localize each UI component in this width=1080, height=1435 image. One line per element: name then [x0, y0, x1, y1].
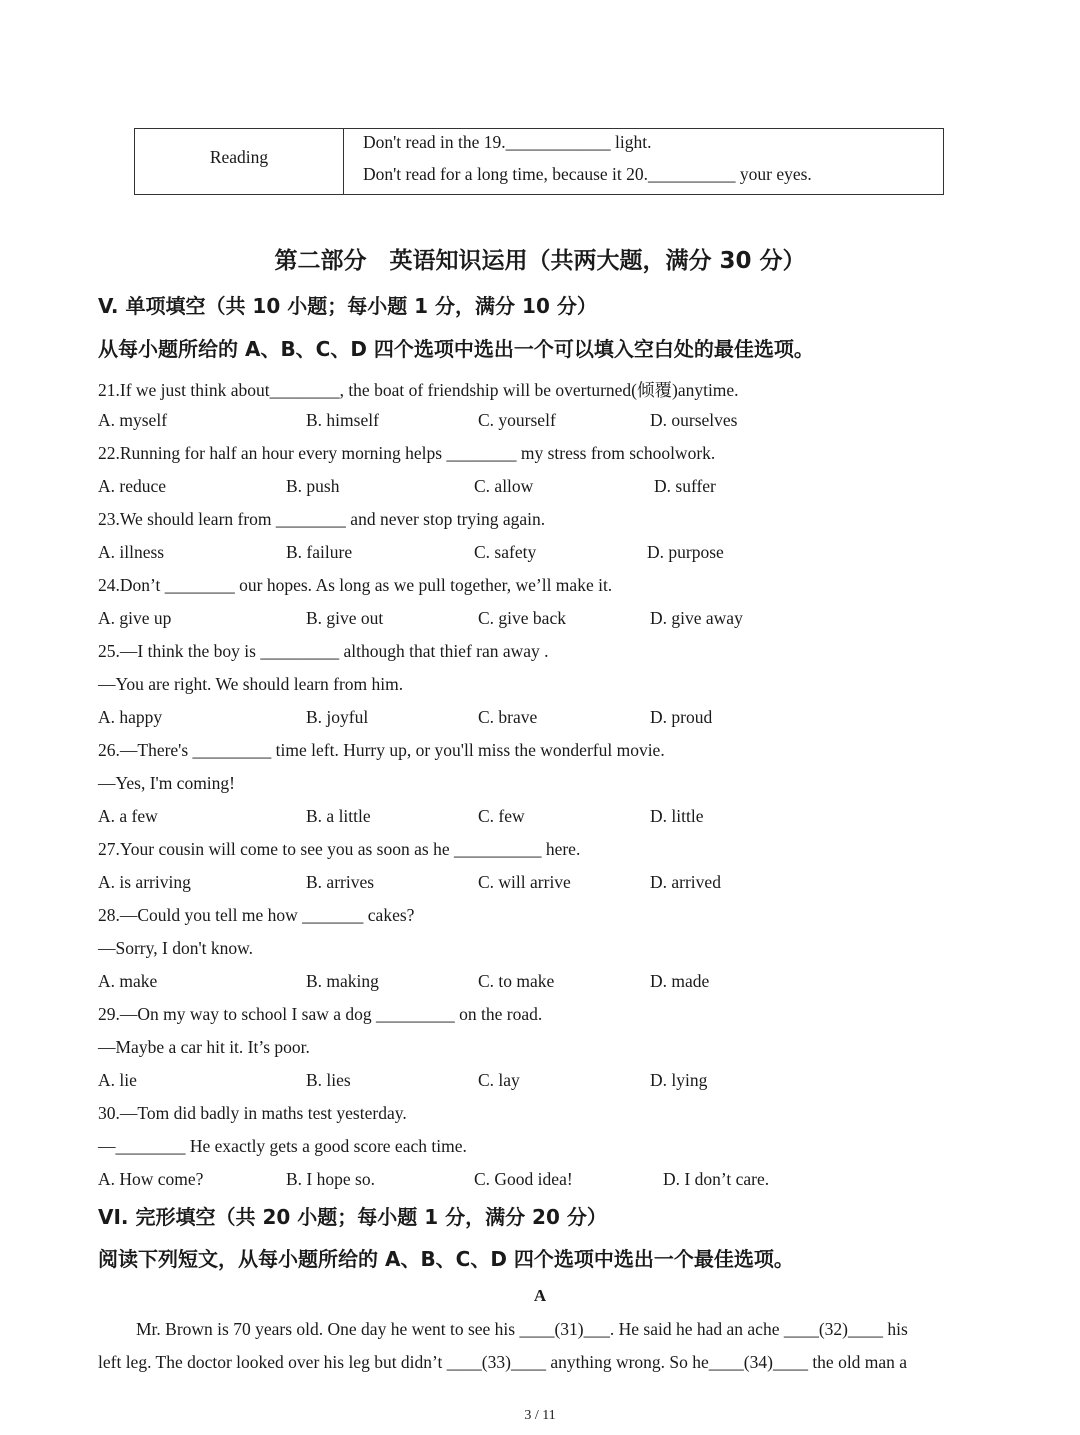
option-a: A. is arriving — [98, 872, 191, 892]
question-dialogue-line: —Sorry, I don't know. — [98, 938, 253, 958]
question-stem: 21.If we just think about________, the boat of friendship will be overturned(倾覆)anytime. — [98, 380, 739, 400]
question-dialogue-line: —________ He exactly gets a good score each time. — [98, 1136, 467, 1156]
option-c: C. few — [478, 806, 525, 826]
option-a: A. myself — [98, 410, 168, 430]
passage-line-1: Mr. Brown is 70 years old. One day he went to see his ____(31)___. He said he had an ache ____(32)____ his — [136, 1319, 908, 1339]
reading-table — [134, 128, 944, 195]
option-b: B. himself — [306, 410, 379, 430]
question-dialogue-line: —You are right. We should learn from him. — [98, 674, 404, 694]
option-c: C. give back — [478, 608, 566, 628]
option-c: C. yourself — [478, 410, 556, 430]
question-stem: 26.—There's _________ time left. Hurry up, or you'll miss the wonderful movie. — [98, 740, 665, 760]
option-a: A. How come? — [98, 1169, 204, 1189]
option-d: D. purpose — [647, 542, 724, 562]
table-divider — [343, 129, 344, 194]
option-d: D. lying — [650, 1070, 708, 1090]
option-b: B. give out — [306, 608, 384, 628]
option-a: A. reduce — [98, 476, 167, 496]
question-stem: 24.Don’t ________ our hopes. As long as we pull together, we’ll make it. — [98, 575, 613, 595]
option-d: D. arrived — [650, 872, 721, 892]
table-label: Reading — [209, 147, 269, 167]
option-c: C. safety — [474, 542, 537, 562]
question-stem: 28.—Could you tell me how _______ cakes? — [98, 905, 415, 925]
option-a: A. lie — [98, 1070, 137, 1090]
page-number: 3 / 11 — [524, 1408, 556, 1423]
passage-label: A — [533, 1286, 547, 1305]
option-c: C. to make — [478, 971, 555, 991]
section-6-title: VI. 完形填空（共 20 小题；每小题 1 分，满分 20 分） — [98, 1205, 607, 1229]
part-title: 第二部分 英语知识运用（共两大题，满分 30 分） — [274, 248, 806, 274]
option-d: D. little — [650, 806, 704, 826]
question-stem: 27.Your cousin will come to see you as soon as he __________ here. — [98, 839, 581, 859]
option-d: D. I don’t care. — [663, 1169, 770, 1189]
option-b: B. arrives — [306, 872, 375, 892]
passage-line-2: left leg. The doctor looked over his leg but didn’t ____(33)____ anything wrong. So he____(34)____ the old man a — [98, 1352, 908, 1372]
option-d: D. give away — [650, 608, 743, 628]
question-dialogue-line: —Maybe a car hit it. It’s poor. — [98, 1037, 310, 1057]
option-c: C. will arrive — [478, 872, 571, 892]
question-stem: 25.—I think the boy is _________ although that thief ran away . — [98, 641, 549, 661]
section-5-title: V. 单项填空（共 10 小题；每小题 1 分，满分 10 分） — [98, 294, 597, 318]
option-c: C. allow — [474, 476, 534, 496]
option-a: A. a few — [98, 806, 158, 826]
option-c: C. Good idea! — [474, 1169, 573, 1189]
option-b: B. failure — [286, 542, 353, 562]
section-5-instruction: 从每小题所给的 A、B、C、D 四个选项中选出一个可以填入空白处的最佳选项。 — [98, 337, 814, 361]
option-c: C. brave — [478, 707, 538, 727]
option-d: D. proud — [650, 707, 713, 727]
section-6-instruction: 阅读下列短文，从每小题所给的 A、B、C、D 四个选项中选出一个最佳选项。 — [98, 1247, 794, 1271]
option-a: A. happy — [98, 707, 163, 727]
question-stem: 29.—On my way to school I saw a dog _________ on the road. — [98, 1004, 543, 1024]
option-b: B. lies — [306, 1070, 351, 1090]
option-c: C. lay — [478, 1070, 520, 1090]
option-b: B. making — [306, 971, 379, 991]
option-a: A. give up — [98, 608, 172, 628]
option-a: A. illness — [98, 542, 165, 562]
question-stem: 22.Running for half an hour every morning helps ________ my stress from schoolwork. — [98, 443, 716, 463]
table-row-19: Don't read in the 19.____________ light. — [363, 132, 652, 152]
option-d: D. suffer — [654, 476, 716, 496]
table-row-20: Don't read for a long time, because it 20.__________ your eyes. — [363, 164, 812, 184]
option-b: B. I hope so. — [286, 1169, 375, 1189]
question-stem: 30.—Tom did badly in maths test yesterday. — [98, 1103, 407, 1123]
option-b: B. a little — [306, 806, 371, 826]
question-dialogue-line: —Yes, I'm coming! — [98, 773, 236, 793]
option-d: D. made — [650, 971, 710, 991]
option-a: A. make — [98, 971, 158, 991]
option-b: B. push — [286, 476, 340, 496]
option-b: B. joyful — [306, 707, 369, 727]
question-stem: 23.We should learn from ________ and never stop trying again. — [98, 509, 546, 529]
option-d: D. ourselves — [650, 410, 738, 430]
